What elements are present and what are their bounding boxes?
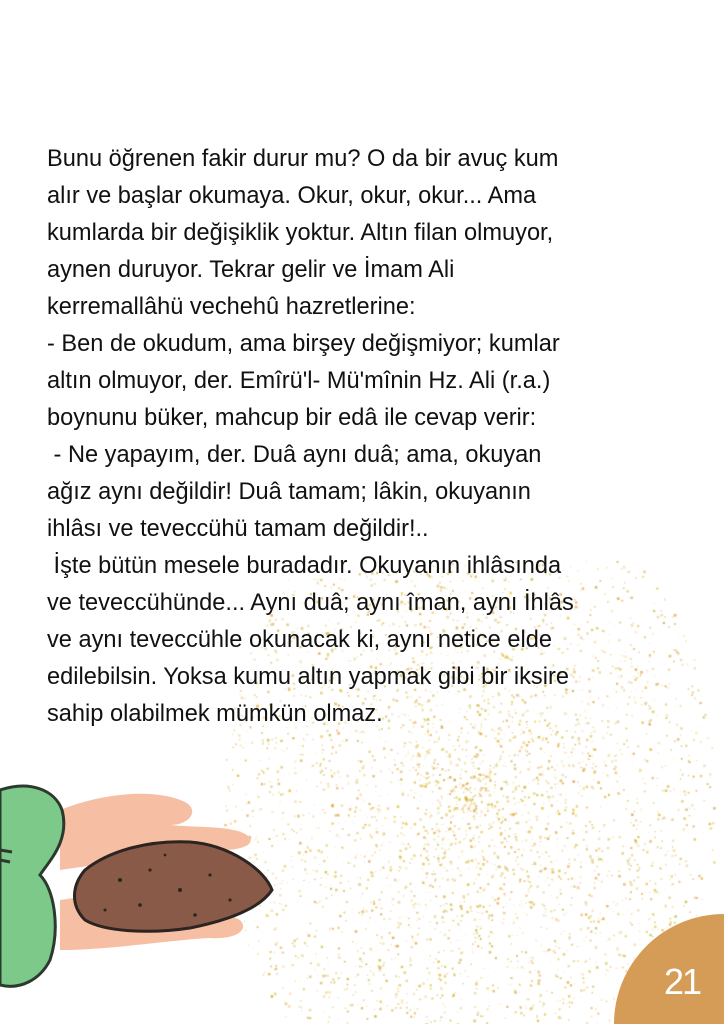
body-text <box>47 141 687 733</box>
text-line: ağız aynı değildir! Duâ tamam; lâkin, okuyanın <box>47 479 531 505</box>
text-line: ve aynı teveccühle okunacak ki, aynı netice elde <box>47 627 552 653</box>
text-line: İşte bütün mesele buradadır. Okuyanın ihlâsında <box>47 553 562 579</box>
text-line: Bunu öğrenen fakir durur mu? O da bir avuç kum <box>47 146 559 172</box>
text-line: edilebilsin. Yoksa kumu altın yapmak gibi bir iksire <box>47 664 569 690</box>
text-line: sahip olabilmek mümkün olmaz. <box>47 701 383 727</box>
text-line: ihlâsı ve teveccühü tamam değildir!.. <box>47 516 429 542</box>
text-line: kerremallâhü vechehû hazretlerine: <box>47 294 416 320</box>
hands-holding-soil-icon <box>0 780 290 1000</box>
text-line: aynen duruyor. Tekrar gelir ve İmam Ali <box>47 257 455 283</box>
text-line: - Ne yapayım, der. Duâ aynı duâ; ama, okuyan <box>47 442 542 468</box>
text-line: altın olmuyor, der. Emîrü'l- Mü'mînin Hz. Ali (r.a.) <box>47 368 551 394</box>
text-line: boynunu büker, mahcup bir edâ ile cevap verir: <box>47 405 537 431</box>
text-line: alır ve başlar okumaya. Okur, okur, okur... Ama <box>47 183 537 209</box>
text-line: kumlarda bir değişiklik yoktur. Altın filan olmuyor, <box>47 220 554 246</box>
text-line: - Ben de okudum, ama birşey değişmiyor; kumlar <box>47 331 560 357</box>
page-number: 21 <box>664 961 701 1002</box>
text-line: ve teveccühünde... Aynı duâ; aynı îman, aynı İhlâs <box>47 590 574 616</box>
